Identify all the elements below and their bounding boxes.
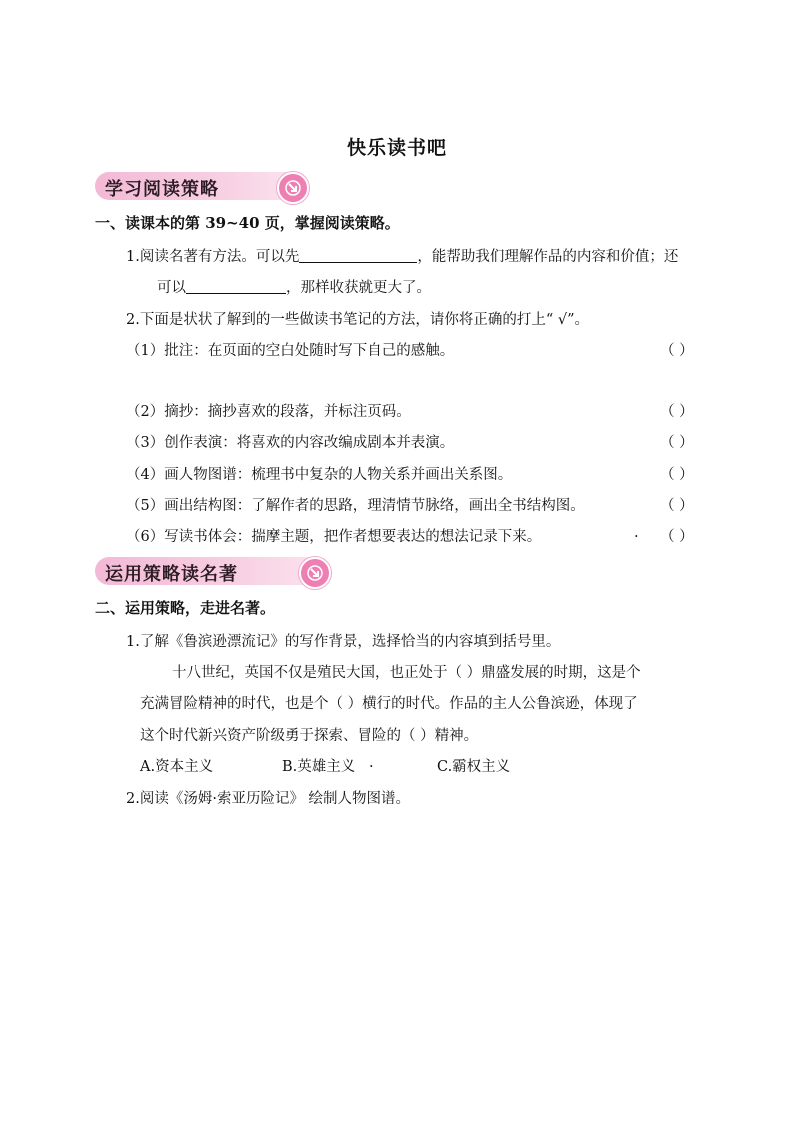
arrow-down-right-icon xyxy=(277,172,309,204)
passage-line: 十八世纪，英国不仅是殖民大国，也正处于（ ）鼎盛发展的时期，这是个 xyxy=(172,665,641,681)
q2-prompt: 2.下面是状状了解到的一些做读书笔记的方法，请你将正确的打上“ √”。 xyxy=(126,312,590,328)
list-item: （1）批注：在页面的空白处随时写下自己的感触。 xyxy=(126,343,455,359)
section-banner-apply xyxy=(95,557,340,585)
answer-blank-1[interactable] xyxy=(299,248,417,263)
q1-text-b: ，能帮助我们理解作品的内容和价值；还 xyxy=(417,249,679,265)
option-c: C.霸权主义 xyxy=(437,759,511,775)
section1-heading: 一、读课本的第 39~40 页，掌握阅读策略。 xyxy=(95,214,400,232)
answer-paren-6[interactable]: （ ） xyxy=(660,529,694,545)
answer-paren-5[interactable]: （ ） xyxy=(660,498,694,514)
answer-paren-1[interactable]: （ ） xyxy=(660,343,694,359)
s2-q1-prompt: 1.了解《鲁滨逊漂流记》的写作背景，选择恰当的内容填到括号里。 xyxy=(126,634,561,650)
section-banner-study xyxy=(95,172,317,200)
list-item: （2）摘抄：摘抄喜欢的段落，并标注页码。 xyxy=(126,404,411,420)
passage-line: 这个时代新兴资产阶级勇于探索、冒险的（ ）精神。 xyxy=(140,728,479,744)
list-item: （5）画出结构图：了解作者的思路，理清情节脉络，画出全书结构图。 xyxy=(126,498,585,514)
list-item: （6）写读书体会：揣摩主题，把作者想要表达的想法记录下来。 xyxy=(126,529,542,545)
q1-text-c: 可以 xyxy=(157,280,186,296)
answer-paren-2[interactable]: （ ） xyxy=(660,404,694,420)
banner-label: 学习阅读策略 xyxy=(105,179,219,200)
answer-paren-3[interactable]: （ ） xyxy=(660,435,694,451)
s2-q2-prompt: 2.阅读《汤姆·索亚历险记》 绘制人物图谱。 xyxy=(126,791,411,807)
answer-paren-4[interactable]: （ ） xyxy=(660,467,694,483)
q1-line1 xyxy=(126,245,678,266)
section2-heading: 二、运用策略，走进名著。 xyxy=(95,599,276,617)
q1-line2 xyxy=(157,276,431,297)
q1-text-a: 1.阅读名著有方法。可以先 xyxy=(126,249,300,265)
passage-line: 充满冒险精神的时代，也是个（ ）横行的时代。作品的主人公鲁滨逊，体现了 xyxy=(140,696,638,712)
stray-dot: . xyxy=(634,525,639,541)
answer-blank-2[interactable] xyxy=(186,279,286,294)
stray-dot: . xyxy=(369,755,374,771)
arrow-down-right-icon xyxy=(299,557,331,589)
banner-label: 运用策略读名著 xyxy=(105,564,238,585)
list-item: （3）创作表演：将喜欢的内容改编成剧本并表演。 xyxy=(126,435,455,451)
page-title: 快乐读书吧 xyxy=(346,137,447,159)
q1-text-d: ，那样收获就更大了。 xyxy=(286,280,431,296)
option-a: A.资本主义 xyxy=(140,759,214,775)
list-item: （4）画人物图谱：梳理书中复杂的人物关系并画出关系图。 xyxy=(126,467,513,483)
option-b: B.英雄主义 xyxy=(282,759,356,775)
